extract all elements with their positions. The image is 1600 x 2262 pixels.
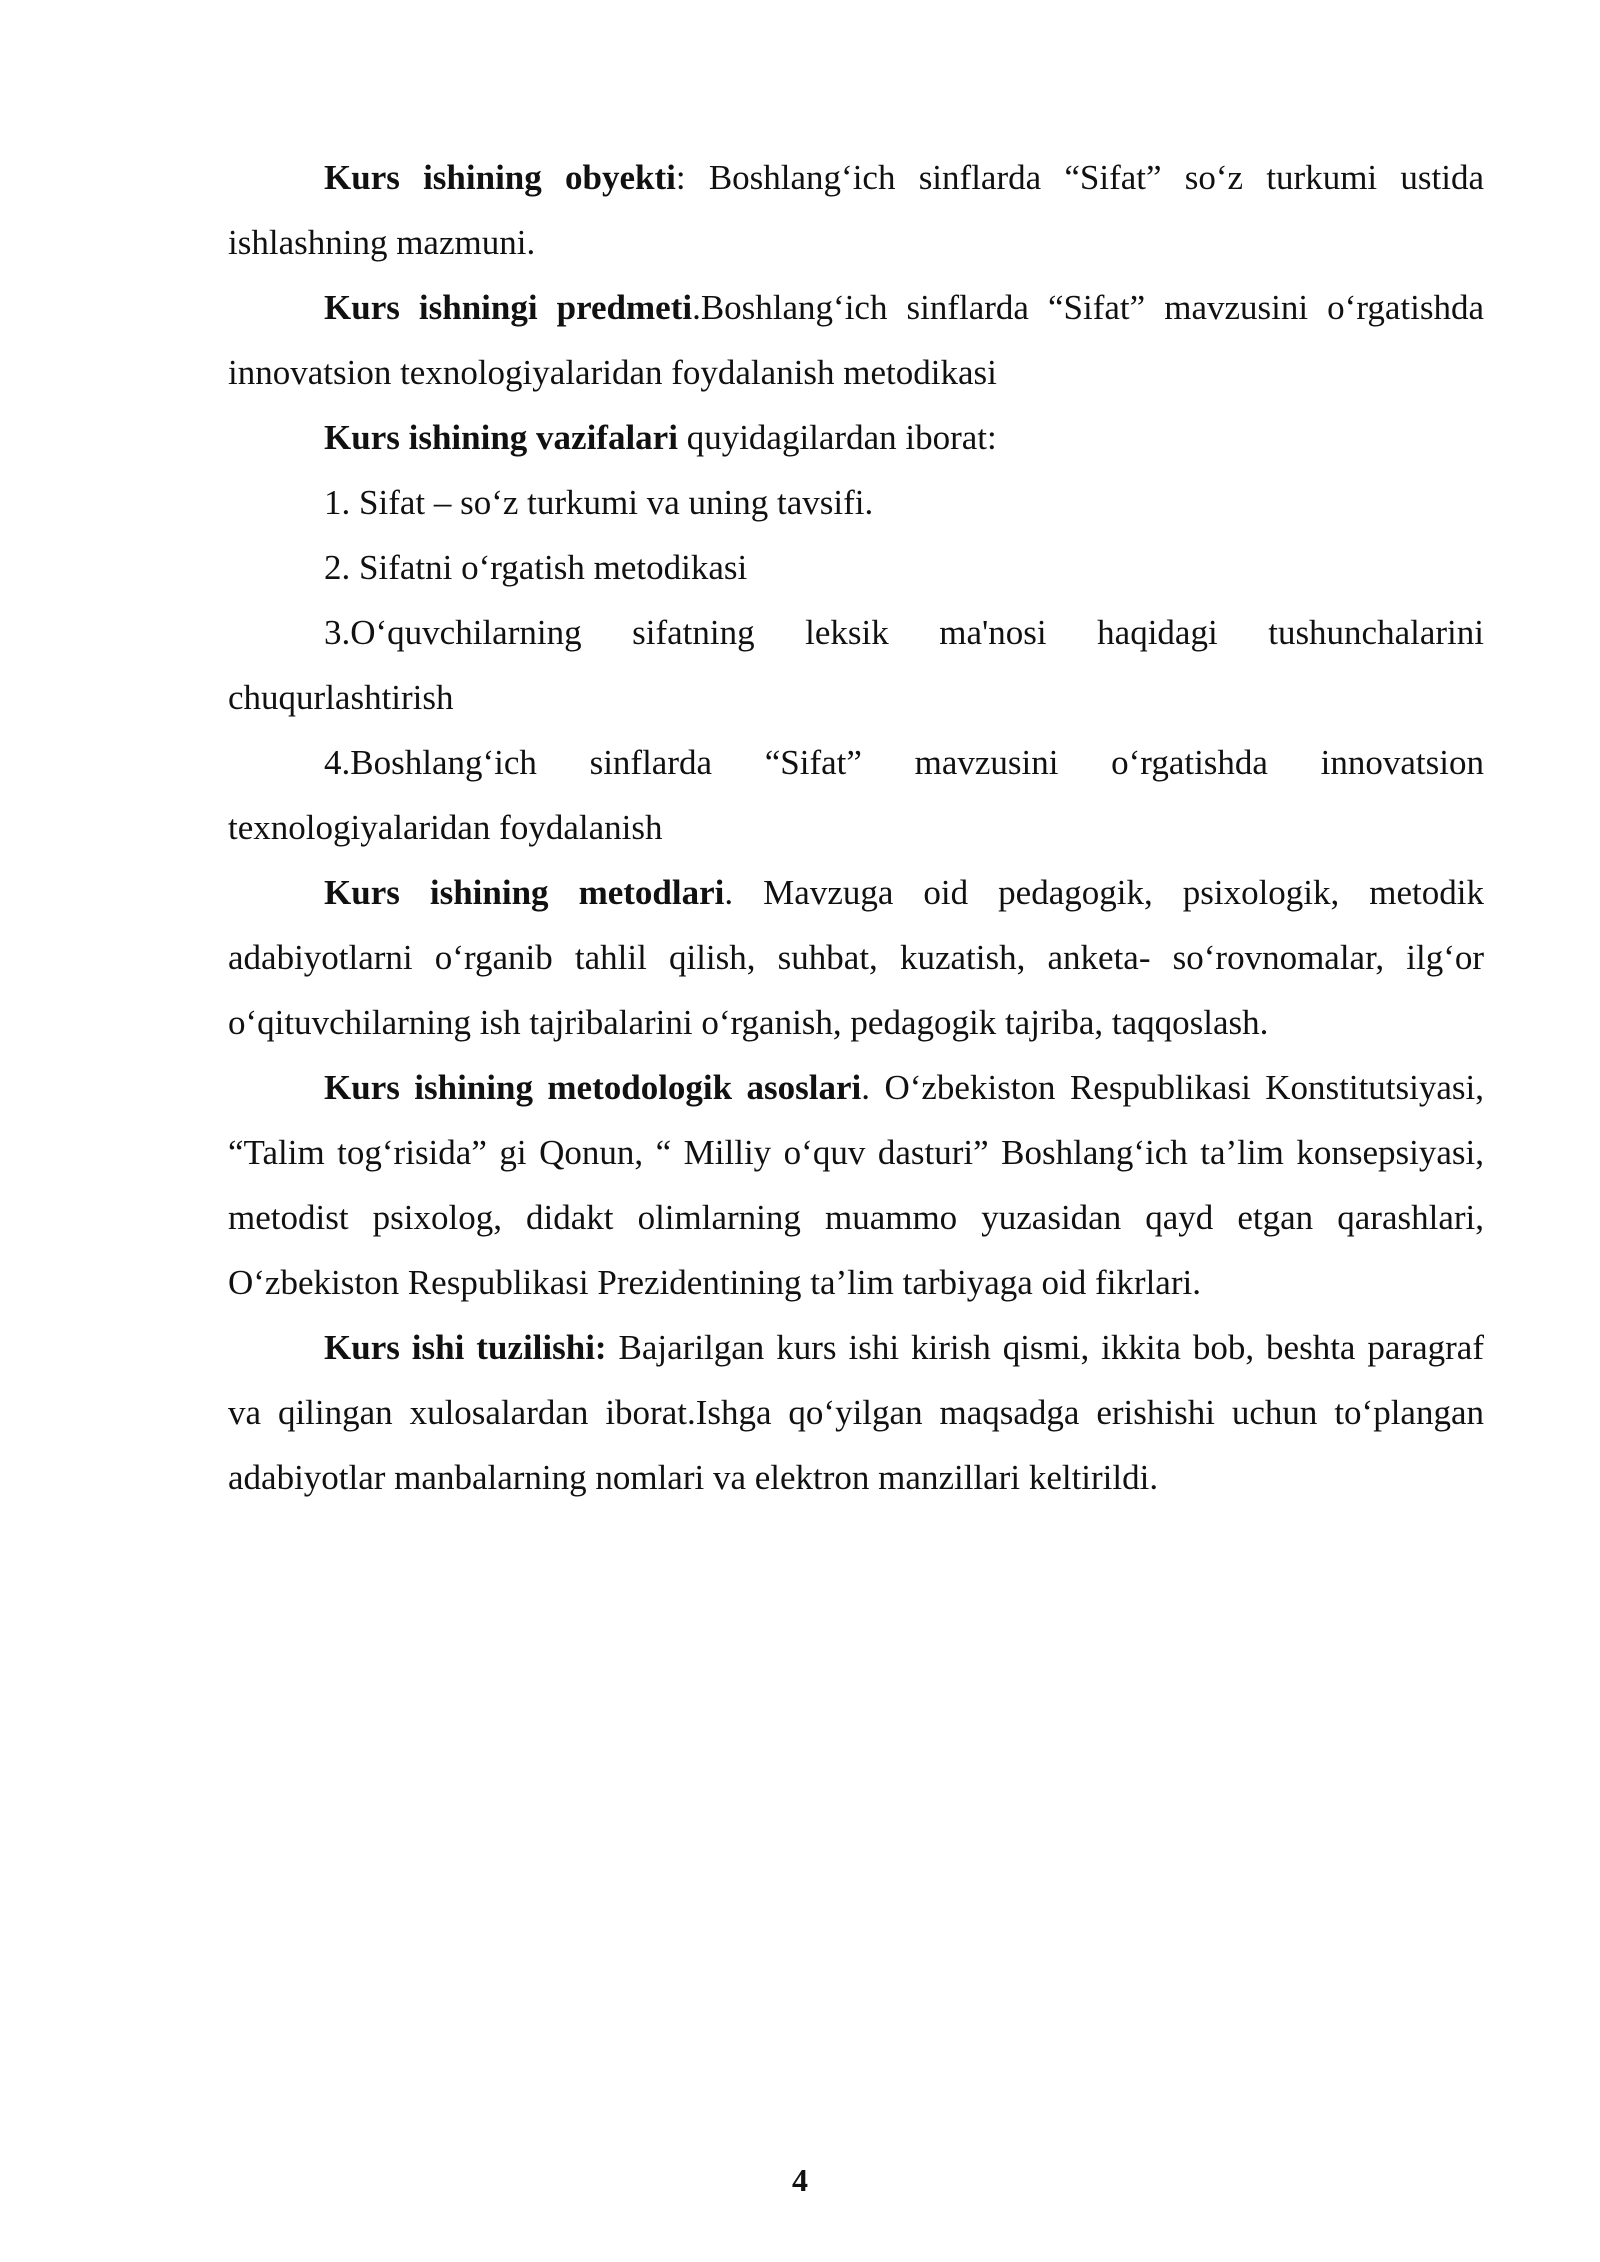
task-item-4: 4.Boshlang‘ich sinflarda “Sifat” mavzusini o‘rgatishda innovatsion texnologiyalaridan foydalanish: [228, 743, 1484, 847]
paragraph-course-object: [228, 145, 1484, 275]
heading-course-subject: Kurs ishningi predmeti: [324, 288, 693, 327]
paragraph-course-methods: [228, 860, 1484, 1055]
heading-methodological-basis: Kurs ishining metodologik asoslari: [324, 1068, 862, 1107]
text-course-structure: Bajarilgan kurs ishi kirish qismi, ikkita bob, beshta paragraf va qilingan xulosalardan iborat.Ishga qo‘yilgan maqsadga erishishi uchun to‘plangan adabiyotlar manbalarning nomlari va elektron manzillari keltirildi.: [228, 1328, 1484, 1497]
text-course-subject: .Boshlang‘ich sinflarda “Sifat” mavzusini o‘rgatishda innovatsion texnologiyalaridan foydalanish metodikasi: [228, 288, 1484, 392]
paragraph-methodological-basis: [228, 1055, 1484, 1315]
heading-course-methods: Kurs ishining metodlari: [324, 873, 725, 912]
heading-course-object: Kurs ishining obyekti: [324, 158, 676, 197]
heading-course-structure: Kurs ishi tuzilishi:: [324, 1328, 607, 1367]
page-body: [228, 145, 1484, 1510]
paragraph-course-structure: [228, 1315, 1484, 1510]
paragraph-course-tasks: [228, 405, 1484, 470]
heading-course-tasks: Kurs ishining vazifalari: [324, 418, 678, 457]
task-item-3: 3.O‘quvchilarning sifatning leksik ma'nosi haqidagi tushunchalarini chuqurlashtirish: [228, 613, 1484, 717]
text-course-tasks: quyidagilardan iborat:: [677, 418, 997, 457]
task-item-1: 1. Sifat – so‘z turkumi va uning tavsifi.: [324, 483, 874, 522]
paragraph-course-subject: [228, 275, 1484, 405]
task-item-2: 2. Sifatni o‘rgatish metodikasi: [324, 548, 748, 587]
text-course-object: : Boshlang‘ich sinflarda “Sifat” so‘z turkumi ustida ishlashning mazmuni.: [228, 158, 1484, 262]
text-course-methods: . Mavzuga oid pedagogik, psixologik, metodik adabiyotlarni o‘rganib tahlil qilish, suhbat, kuzatish, anketa- so‘rovnomalar, ilg‘or o‘qituvchilarning ish tajribalarini o‘rganish, pedagogik tajriba, taqqoslash.: [228, 873, 1485, 1042]
page-number: 4: [792, 2162, 808, 2198]
text-methodological-basis: . O‘zbekiston Respublikasi Konstitutsiyasi, “Talim tog‘risida” gi Qonun, “ Milliy o‘quv dasturi” Boshlang‘ich ta’lim konsepsiyasi, metodist psixolog, didakt olimlarning muammo yuzasidan qayd etgan qarashlari, O‘zbekiston Respublikasi Prezidentining ta’lim tarbiyaga oid fikrlari.: [228, 1068, 1484, 1302]
